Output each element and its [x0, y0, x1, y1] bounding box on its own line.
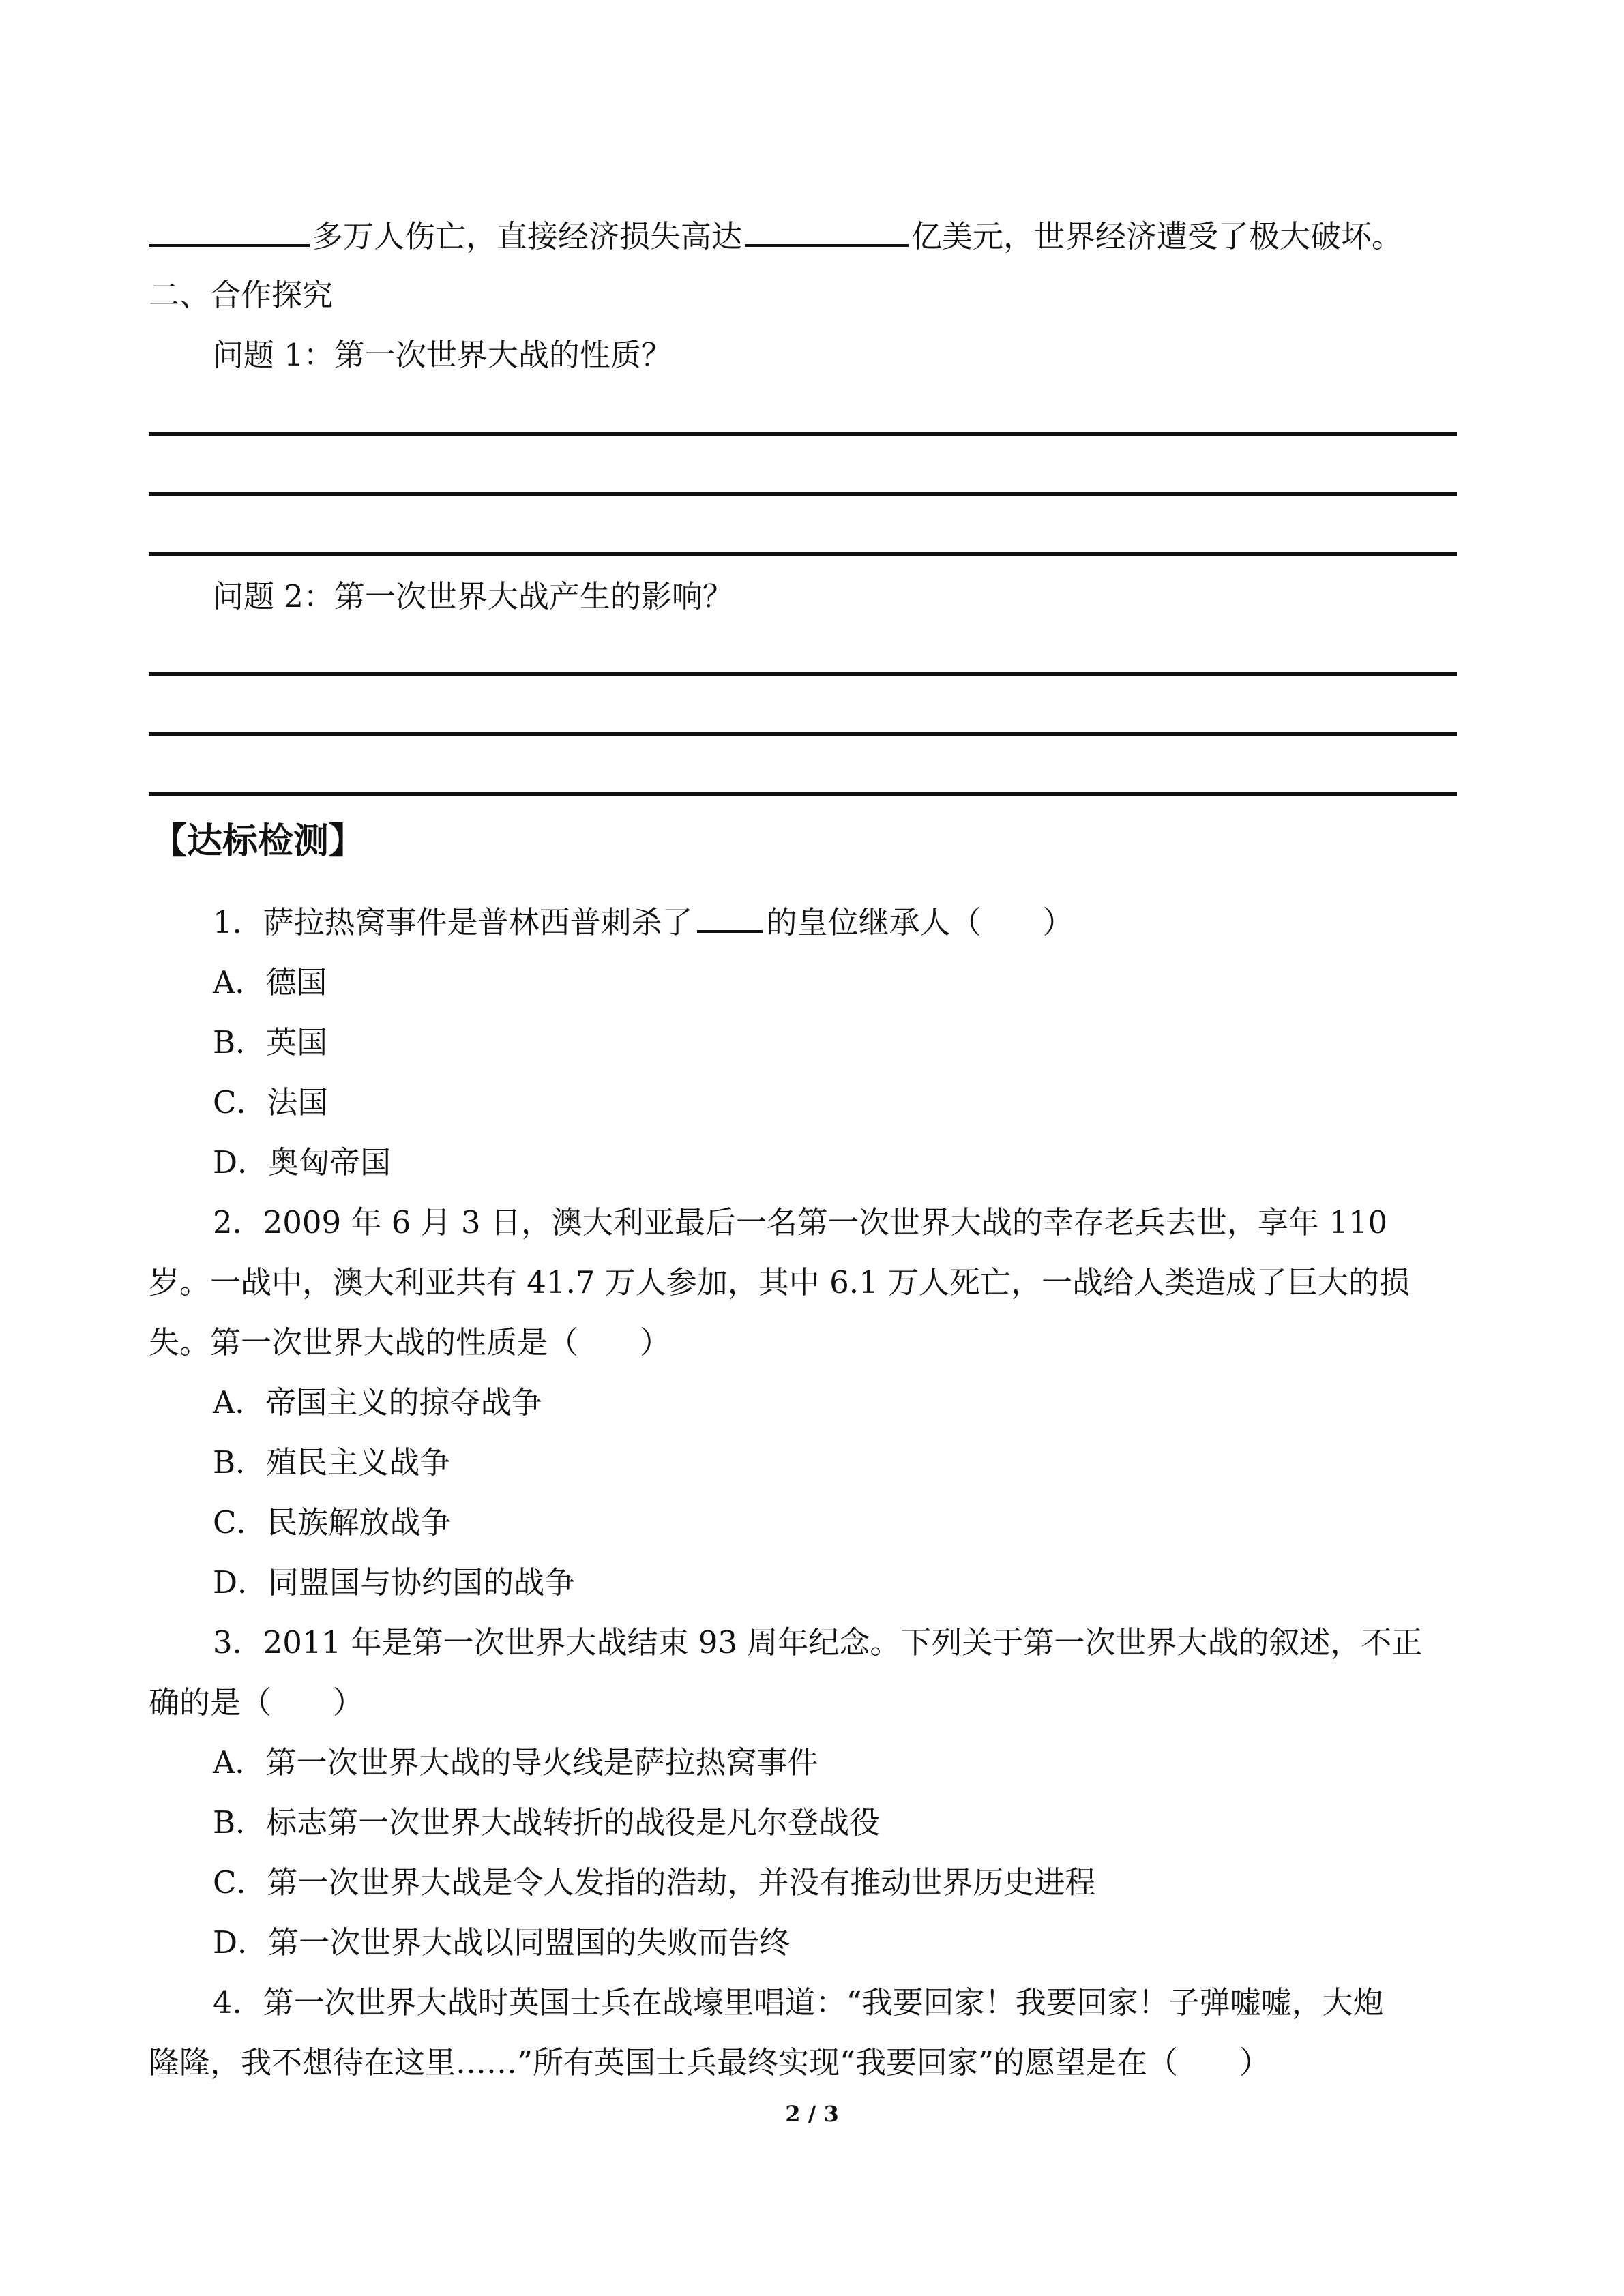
mcq-2-option-b[interactable]: B．殖民主义战争 [213, 1444, 451, 1480]
mcq-2-option-d[interactable]: D．同盟国与协约国的战争 [213, 1564, 576, 1600]
mcq-1-stem: 1．萨拉热窝事件是普林西普刺杀了 的皇位继承人（ ） [213, 893, 1467, 953]
question-1: 问题 1：第一次世界大战的性质？ [213, 337, 672, 373]
mcq-2-option-c[interactable]: C．民族解放战争 [213, 1504, 452, 1540]
mcq-4-stem-line-1: 4．第一次世界大战时英国士兵在战壕里唱道：“我要回家！我要回家！子弹嘘嘘，大炮 [213, 1984, 1384, 2021]
page-number: 2 / 3 [785, 2101, 839, 2127]
question-2: 问题 2：第一次世界大战产生的影响？ [213, 578, 733, 614]
mcq-2-stem-line-1: 2．2009 年 6 月 3 日，澳大利亚最后一名第一次世界大战的幸存老兵去世，享年 110 [213, 1204, 1388, 1240]
mcq-1-option-a[interactable]: A．德国 [213, 964, 327, 1000]
answer-line[interactable] [149, 552, 1457, 556]
mcq-3-stem-line-2: 确的是（ ） [149, 1684, 364, 1720]
mcq-3-option-a[interactable]: A．第一次世界大战的导火线是萨拉热窝事件 [213, 1744, 818, 1780]
mcq-3-option-c[interactable]: C．第一次世界大战是令人发指的浩劫，并没有推动世界历史进程 [213, 1864, 1096, 1900]
section-heading: 【达标检测】 [151, 821, 365, 862]
answer-line[interactable] [149, 432, 1457, 436]
mcq-1-option-d[interactable]: D．奥匈帝国 [213, 1144, 392, 1180]
mcq-3-option-b[interactable]: B．标志第一次世界大战转折的战役是凡尔登战役 [213, 1804, 881, 1840]
section-title: 二、合作探究 [149, 277, 334, 313]
answer-line[interactable] [149, 732, 1457, 736]
mcq-2-stem-line-3: 失。第一次世界大战的性质是（ ） [149, 1324, 671, 1360]
answer-line[interactable] [149, 672, 1457, 676]
mcq-2-stem-line-2: 岁。一战中，澳大利亚共有 41.7 万人参加，其中 6.1 万人死亡，一战给人类造成了巨大的损 [149, 1264, 1410, 1300]
answer-line[interactable] [149, 792, 1457, 796]
answer-line[interactable] [149, 492, 1457, 496]
answer-blank[interactable] [697, 897, 763, 933]
mcq-3-stem-line-1: 3．2011 年是第一次世界大战结束 93 周年纪念。下列关于第一次世界大战的叙述，不正 [213, 1624, 1423, 1660]
mcq-1-option-b[interactable]: B．英国 [213, 1024, 328, 1060]
mcq-3-option-d[interactable]: D．第一次世界大战以同盟国的失败而告终 [213, 1924, 791, 1960]
mcq-1-option-c[interactable]: C．法国 [213, 1084, 329, 1120]
fill-in-line: 多万人伤亡，直接经济损失高达 亿美元，世界经济遭受了极大破坏。 [149, 207, 1467, 267]
mcq-4-stem-line-2: 隆隆，我不想待在这里……”所有英国士兵最终实现“我要回家”的愿望是在（ ） [149, 2044, 1271, 2081]
answer-blank[interactable] [149, 211, 310, 247]
mcq-2-option-a[interactable]: A．帝国主义的掠夺战争 [213, 1384, 542, 1420]
answer-blank[interactable] [745, 211, 909, 247]
